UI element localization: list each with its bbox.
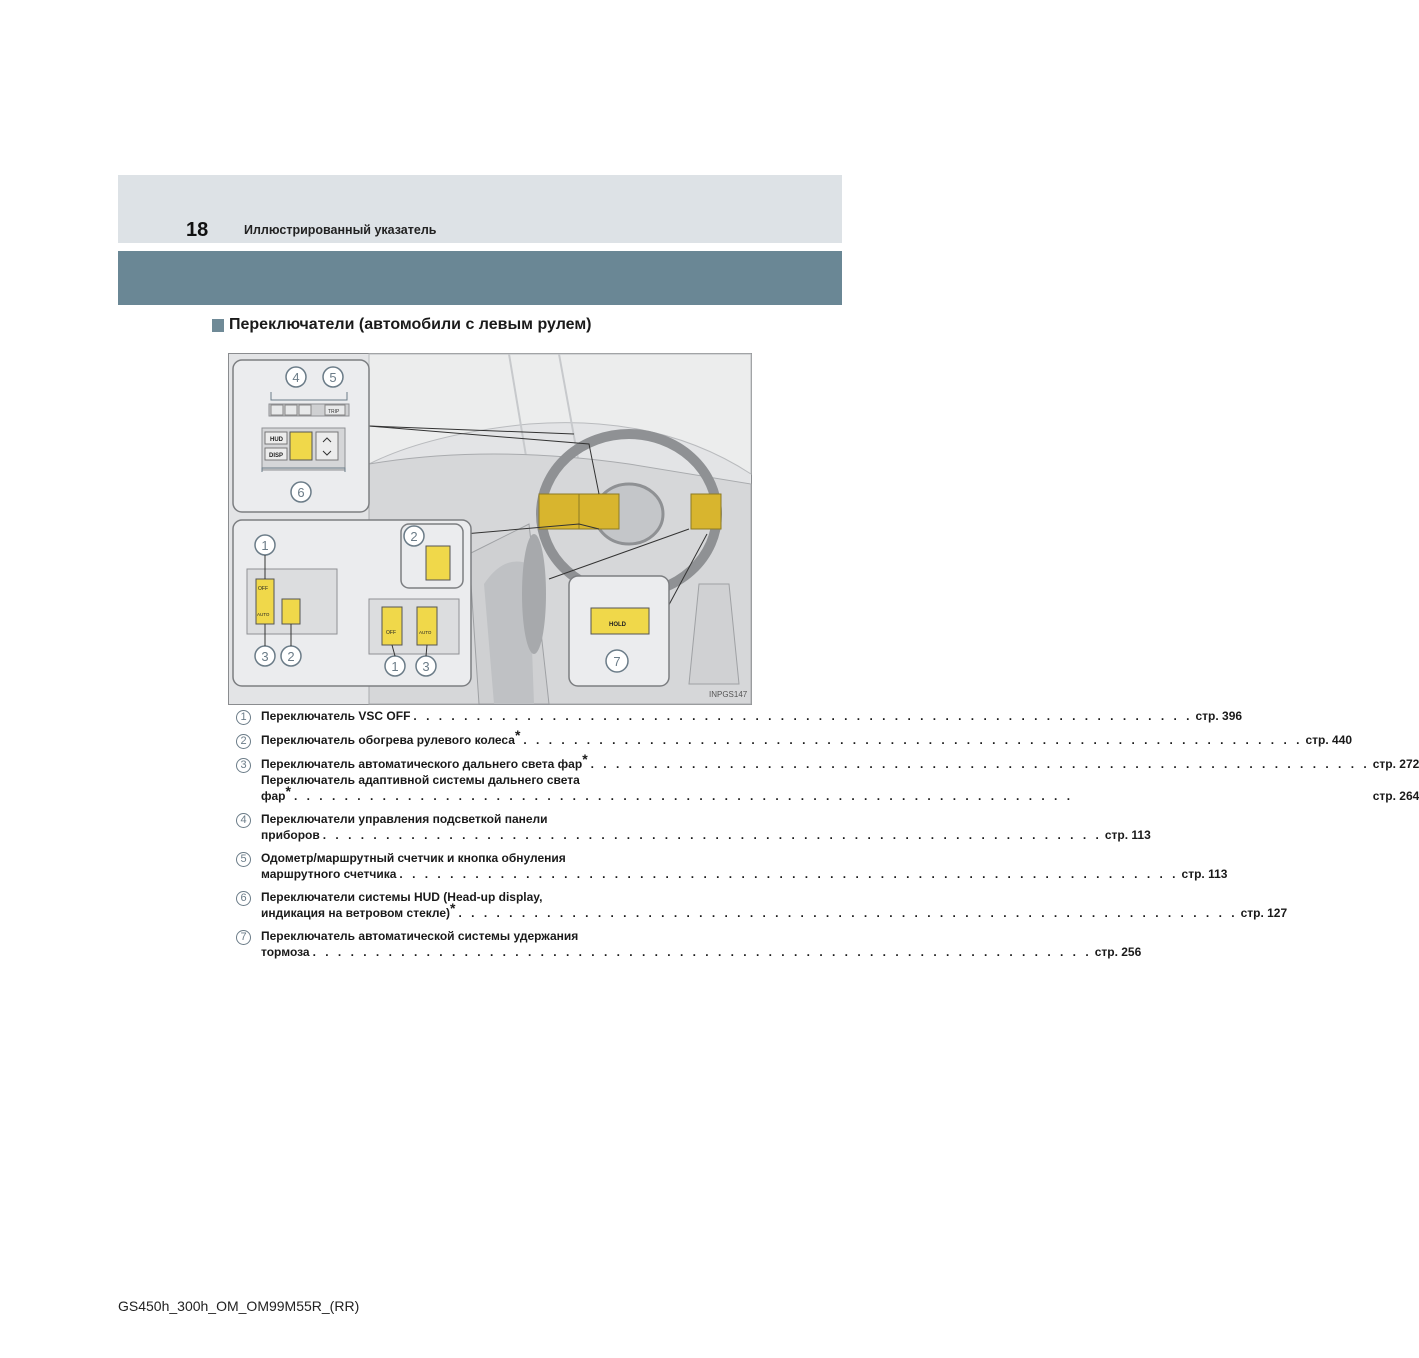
page-reference-link[interactable]: стр. 113	[1181, 867, 1228, 881]
callout-1-left: 1	[261, 538, 269, 553]
reference-item	[236, 708, 1243, 725]
callout-number-badge: 5	[236, 852, 251, 867]
callout-3-right: 3	[422, 659, 430, 674]
footnote-star: *	[285, 783, 291, 799]
dot-leader: . . . . . . . . . . . . . . . . . . . . . . . . . . . . . . . . . . . . . . . . . . . . . . . . . . . . . . . . . . . . . .	[293, 789, 1074, 803]
dot-leader: . . . . . . . . . . . . . . . . . . . . . . . . . . . . . . . . . . . . . . . . . . . . . . . . . . . . . . . . . . . . . .	[322, 828, 1102, 842]
document-code: GS450h_300h_OM_OM99M55R_(RR)	[118, 1298, 360, 1314]
item-text-line: Переключатели управления подсветкой панели	[261, 812, 548, 826]
page-reference-link[interactable]: стр. 272	[1372, 757, 1419, 771]
page-reference-link[interactable]: стр. 396	[1195, 709, 1243, 723]
callout-7: 7	[613, 654, 621, 669]
callout-2-right: 2	[410, 529, 418, 544]
dot-leader: . . . . . . . . . . . . . . . . . . . . . . . . . . . . . . . . . . . . . . . . . . . . . . . . . . . . . . . . . . . . . .	[590, 757, 1370, 771]
reference-item	[236, 889, 1288, 921]
dot-leader: . . . . . . . . . . . . . . . . . . . . . . . . . . . . . . . . . . . . . . . . . . . . . . . . . . . . . . . . . . . . . .	[523, 733, 1303, 747]
page-reference-link[interactable]: стр. 113	[1104, 828, 1151, 842]
page-reference-link[interactable]: стр. 264	[1372, 789, 1419, 803]
chapter-title: Иллюстрированный указатель	[244, 223, 437, 237]
item-text: Переключатель VSC OFF	[261, 709, 411, 723]
item-text-line: Переключатель автоматической системы удержания	[261, 929, 579, 943]
item-text: индикация на ветровом стекле)*	[261, 900, 456, 920]
callout-number-badge: 1	[236, 710, 251, 725]
callout-5: 5	[329, 370, 337, 385]
auto-label-left: AUTO	[257, 612, 270, 617]
section-marker	[212, 319, 224, 332]
callout-4: 4	[292, 370, 300, 385]
footnote-star: *	[450, 900, 456, 916]
callout-6: 6	[297, 485, 305, 500]
item-text: тормоза	[261, 945, 310, 959]
dot-leader: . . . . . . . . . . . . . . . . . . . . . . . . . . . . . . . . . . . . . . . . . . . . . . . . . . . . . . . . . . . . . .	[399, 867, 1179, 881]
switches-illustration	[228, 353, 752, 705]
reference-item	[236, 850, 1228, 882]
off-label-left: OFF	[258, 586, 268, 592]
header-bar	[118, 251, 842, 305]
item-text: Переключатель обогрева рулевого колеса*	[261, 727, 521, 747]
page-number: 18	[186, 219, 209, 241]
item-text: фар*	[261, 783, 291, 803]
hold-label: HOLD	[609, 622, 626, 628]
hud-label: HUD	[270, 437, 283, 443]
page-reference-link[interactable]: стр. 256	[1094, 945, 1142, 959]
section-title: Переключатели (автомобили с левым рулем)	[229, 316, 592, 333]
footnote-star: *	[514, 727, 521, 743]
callout-2-left: 2	[287, 649, 295, 664]
callout-number-badge: 7	[236, 930, 251, 945]
item-text: маршрутного счетчика	[261, 867, 397, 881]
item-text: Переключатель автоматического дальнего света фар*	[261, 751, 588, 771]
item-list	[236, 708, 1419, 967]
callout-number-badge: 6	[236, 891, 251, 906]
reference-item	[236, 727, 1353, 749]
page-reference-link[interactable]: стр. 440	[1305, 733, 1353, 747]
reference-item	[236, 811, 1151, 843]
trip-label: TRIP	[328, 409, 340, 415]
footnote-star: *	[582, 751, 588, 767]
callout-1-right: 1	[391, 659, 399, 674]
disp-label: DISP	[269, 453, 284, 459]
callout-number-badge: 3	[236, 758, 251, 773]
dot-leader: . . . . . . . . . . . . . . . . . . . . . . . . . . . . . . . . . . . . . . . . . . . . . . . . . . . . . . . . . . . . . .	[413, 709, 1193, 723]
reference-item	[236, 928, 1142, 960]
image-code: INPGS147	[709, 690, 748, 699]
auto-label-right: AUTO	[419, 630, 432, 635]
header-band	[118, 175, 842, 243]
dot-leader: . . . . . . . . . . . . . . . . . . . . . . . . . . . . . . . . . . . . . . . . . . . . . . . . . . . . . . . . . . . . . .	[312, 945, 1092, 959]
off-label-right: OFF	[386, 630, 396, 636]
item-text: приборов	[261, 828, 320, 842]
item-text-line: Переключатель адаптивной системы дальнего света	[261, 773, 580, 787]
page-reference-link[interactable]: стр. 127	[1240, 906, 1288, 920]
dot-leader: . . . . . . . . . . . . . . . . . . . . . . . . . . . . . . . . . . . . . . . . . . . . . . . . . . . . . . . . . . . . . .	[458, 906, 1238, 920]
callout-number-badge: 4	[236, 813, 251, 828]
reference-item	[236, 751, 1419, 804]
item-text-line: Переключатели системы HUD (Head-up display,	[261, 890, 543, 904]
callout-3-left: 3	[261, 649, 269, 664]
item-text-line: Одометр/маршрутный счетчик и кнопка обнуления	[261, 851, 566, 865]
callout-number-badge: 2	[236, 734, 251, 749]
